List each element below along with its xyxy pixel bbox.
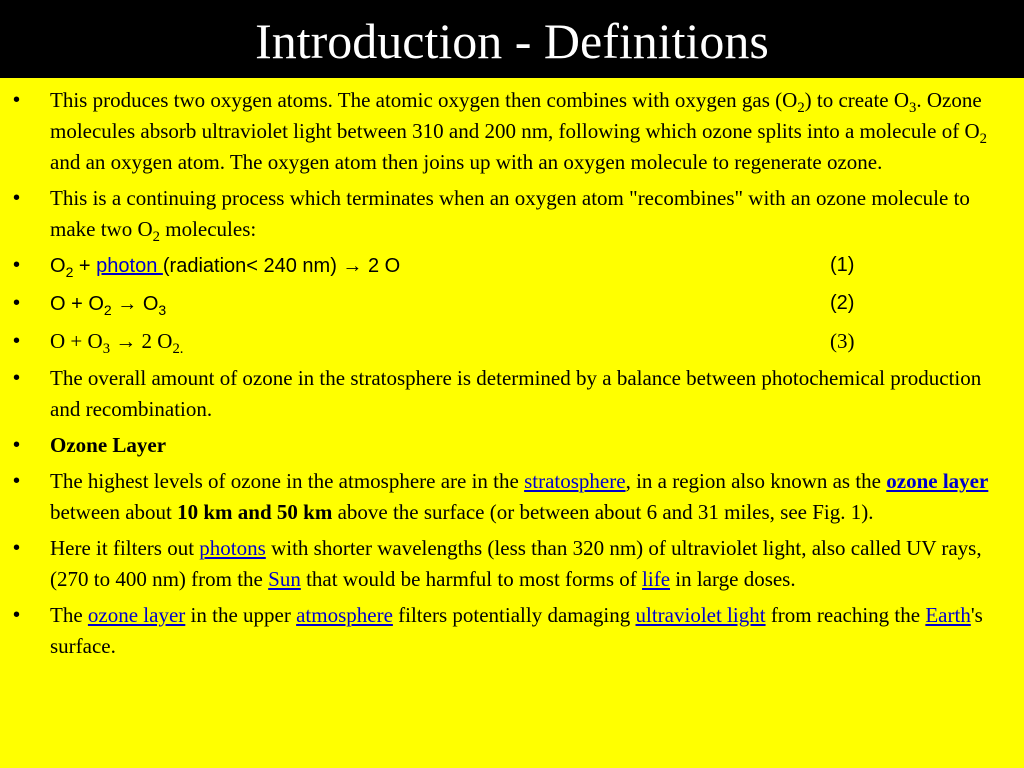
text: from reaching the [765, 603, 926, 627]
photon-link[interactable]: photon [96, 255, 163, 277]
subscript: 2. [172, 341, 184, 358]
subscript: 3 [102, 341, 111, 358]
title-bar [0, 0, 1024, 78]
life-link[interactable]: life [642, 567, 671, 591]
subscript: 2 [797, 100, 805, 117]
text: and an oxygen atom. The oxygen atom then joins up with an oxygen molecule to regenerate ozone. [50, 150, 883, 174]
text: O [50, 255, 66, 277]
text: filters potentially damaging [392, 603, 636, 627]
equation-number: (1) [830, 254, 855, 276]
equation-number: (2) [830, 292, 855, 314]
equation-1 [0, 250, 1012, 282]
text: O + O [50, 329, 103, 353]
link-text: ozone layer [886, 469, 989, 493]
ultraviolet-light-link[interactable]: ultraviolet light [635, 603, 766, 627]
bullet-highest-levels [0, 466, 1012, 528]
text: The [50, 603, 88, 627]
text: + [73, 255, 97, 277]
text: This produces two oxygen atoms. The atomic oxygen then combines with oxygen gas (O [50, 88, 798, 112]
subscript: 3 [909, 100, 917, 117]
text: in the upper [185, 603, 297, 627]
subscript: 2 [65, 264, 74, 280]
slide-title: Introduction - Definitions [255, 13, 769, 69]
ozone-layer-link-2[interactable]: ozone layer [87, 603, 186, 627]
bullet-list [0, 78, 1024, 662]
text: . Ozone molecules absorb ultraviolet light between 310 and 200 nm, following which ozone splits into a molecule of O [50, 88, 982, 143]
text: ) to create O [804, 88, 910, 112]
subscript: 2 [103, 302, 112, 318]
bold-text: 10 km and 50 km [177, 500, 333, 524]
stratosphere-link[interactable]: stratosphere [524, 469, 626, 493]
text: The overall amount of ozone in the stratosphere is determined by a balance between photochemical production and recombination. [50, 366, 982, 421]
text: Here it filters out [50, 536, 200, 560]
text: above the surface (or between about 6 and 31 miles, see Fig. 1). [332, 500, 874, 524]
atmosphere-link[interactable]: atmosphere [296, 603, 393, 627]
subscript: 3 [158, 302, 167, 318]
text: in large doses. [670, 567, 796, 591]
equation-3 [0, 326, 1012, 357]
bullet-ozone-layer-upper [0, 600, 1012, 662]
ozone-layer-link[interactable] [886, 469, 988, 493]
bullet-ozone-formation [0, 85, 1012, 178]
heading-text: Ozone Layer [50, 433, 167, 457]
text: The highest levels of ozone in the atmosphere are in the [50, 469, 525, 493]
text: between about [50, 500, 178, 524]
subscript: 2 [979, 131, 987, 148]
text: (radiation< 240 nm) → 2 O [162, 255, 401, 277]
sun-link[interactable]: Sun [268, 567, 301, 591]
earth-link[interactable]: Earth [925, 603, 971, 627]
equation-2 [0, 288, 1012, 320]
bullet-continuing-process [0, 183, 1012, 245]
text: 's surface. [50, 603, 983, 658]
text: This is a continuing process which terminates when an oxygen atom "recombines" with an ozone molecule to make two O [50, 186, 970, 241]
bullet-filters-photons [0, 533, 1012, 595]
text: with shorter wavelengths (less than 320 nm) of ultraviolet light, also called UV rays, (270 to 400 nm) from the [50, 536, 982, 591]
bullet-ozone-layer-heading [0, 430, 1012, 461]
text: molecules: [160, 217, 257, 241]
text: that would be harmful to most forms of [300, 567, 643, 591]
text: → O [111, 293, 159, 315]
equation-number: (3) [830, 329, 855, 353]
photons-link[interactable]: photons [199, 536, 266, 560]
subscript: 2 [152, 229, 160, 246]
text: → 2 O [110, 329, 173, 353]
text: , in a region also known as the [625, 469, 887, 493]
text: O + O [50, 293, 104, 315]
bullet-ozone-balance [0, 363, 1012, 425]
